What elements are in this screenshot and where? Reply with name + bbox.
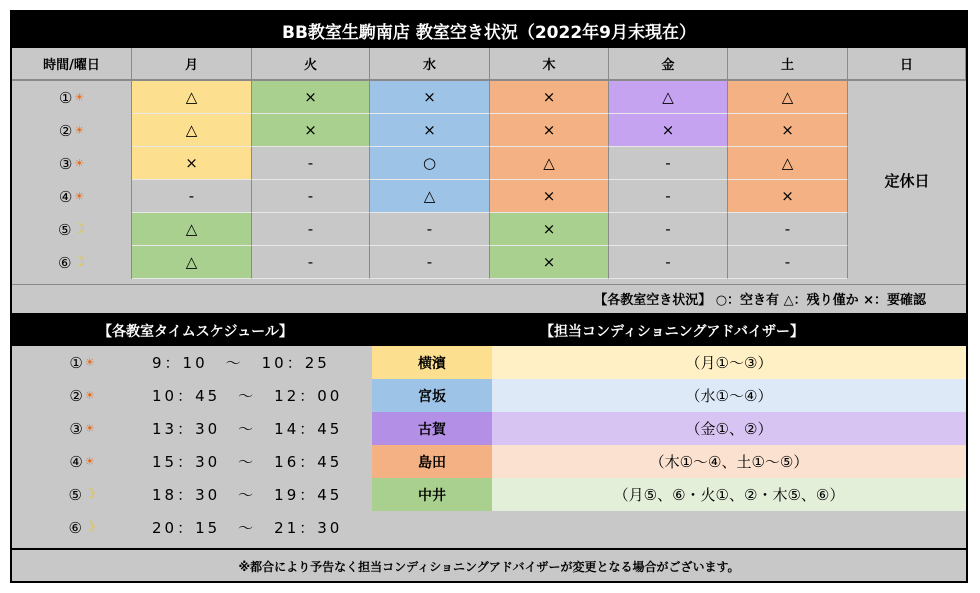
availability-cell: -	[252, 213, 370, 246]
slot-number: ⑤	[68, 485, 82, 504]
availability-cell: -	[728, 213, 848, 246]
slot-number: ①	[69, 353, 83, 372]
availability-cell: -	[370, 213, 490, 246]
schedule-slot	[52, 412, 112, 445]
availability-cell: -	[252, 147, 370, 180]
schedule-slot	[52, 445, 112, 478]
availability-cell: ×	[609, 114, 728, 147]
availability-cell: ×	[370, 81, 490, 114]
sun-icon: ☀	[74, 124, 85, 137]
schedule-slot	[52, 478, 112, 511]
availability-cell: △	[132, 114, 252, 147]
sun-icon: ☀	[74, 157, 85, 170]
sun-icon: ☀	[84, 455, 95, 468]
availability-cell: ×	[252, 81, 370, 114]
schedule-row	[12, 412, 966, 445]
advisor-assignment: （月⑤、⑥・火①、②・木⑤、⑥）	[492, 478, 966, 511]
advisor-title: 【担当コンディショニングアドバイザー】	[540, 324, 805, 340]
sun-icon: ☀	[74, 91, 85, 104]
availability-table	[12, 48, 966, 279]
schedule-row	[12, 379, 966, 412]
availability-cell: -	[609, 147, 728, 180]
availability-cell: ○	[370, 147, 490, 180]
advisor-name: 中井	[372, 478, 492, 511]
slot-label	[12, 246, 132, 279]
advisor-name: 古賀	[372, 412, 492, 445]
availability-cell: -	[609, 180, 728, 213]
advisor-assignment: （木①～④、土①～⑤）	[492, 445, 966, 478]
slot-number: ⑤	[57, 220, 72, 239]
advisor-name: 横濱	[372, 346, 492, 379]
availability-cell: △	[728, 147, 848, 180]
slot-number: ①	[58, 88, 73, 107]
availability-cell: △	[490, 147, 609, 180]
column-header: 火	[252, 48, 370, 81]
advisor-name: 宮坂	[372, 379, 492, 412]
slot-number: ⑥	[68, 518, 82, 537]
column-header: 土	[728, 48, 848, 81]
legend: 【各教室空き状況】 ○：空き有 △：残り僅か ×：要確認	[12, 284, 966, 312]
availability-cell: ×	[728, 180, 848, 213]
advisor-assignment: （金①、②）	[492, 412, 966, 445]
availability-sheet	[10, 10, 968, 583]
availability-cell: -	[609, 213, 728, 246]
slot-label	[12, 147, 132, 180]
availability-cell: ×	[370, 114, 490, 147]
schedule-slot	[52, 346, 112, 379]
sun-icon: ☀	[84, 356, 95, 369]
page-title: BB教室生駒南店 教室空き状況（2022年9月末現在）	[12, 12, 966, 48]
schedule-time: 15：30 ～ 16：45	[152, 453, 343, 471]
slot-label	[12, 213, 132, 246]
availability-cell: -	[132, 180, 252, 213]
availability-cell: ×	[490, 180, 609, 213]
footer-note: ※都合により予告なく担当コンディショニングアドバイザーが変更となる場合がございます。	[12, 548, 966, 583]
slot-number: ③	[58, 154, 73, 173]
slot-label	[12, 81, 132, 114]
schedule-time: 13：30 ～ 14：45	[152, 420, 343, 438]
availability-cell: -	[370, 246, 490, 279]
slot-number: ⑥	[57, 253, 72, 272]
slot-number: ②	[69, 386, 83, 405]
sun-icon: ☀	[84, 389, 95, 402]
schedule-time: 20：15 ～ 21：30	[152, 519, 343, 537]
column-header: 日	[848, 48, 966, 81]
advisor-assignment: （水①～④）	[492, 379, 966, 412]
availability-cell: ×	[490, 246, 609, 279]
availability-cell: △	[609, 81, 728, 114]
schedule-header-bar	[12, 313, 966, 346]
availability-cell: -	[609, 246, 728, 279]
holiday-cell: 定休日	[884, 171, 930, 190]
availability-cell: △	[728, 81, 848, 114]
slot-number: ③	[69, 419, 83, 438]
moon-icon: ☽	[83, 520, 96, 535]
sun-icon: ☀	[84, 422, 95, 435]
availability-cell: ×	[728, 114, 848, 147]
schedule-slot	[52, 511, 112, 544]
column-header: 水	[370, 48, 490, 81]
schedule-row	[12, 511, 966, 544]
schedule-title: 【各教室タイムスケジュール】	[98, 324, 293, 340]
availability-cell: △	[370, 180, 490, 213]
schedule-slot	[52, 379, 112, 412]
schedule-time: 9：10 ～ 10：25	[152, 354, 330, 372]
advisor-name: 島田	[372, 445, 492, 478]
column-header: 木	[490, 48, 609, 81]
schedule-row	[12, 478, 966, 511]
slot-label	[12, 180, 132, 213]
availability-cell: -	[252, 180, 370, 213]
slot-number: ②	[58, 121, 73, 140]
availability-cell: ×	[490, 213, 609, 246]
availability-cell: △	[132, 246, 252, 279]
moon-icon: ☽	[73, 222, 86, 237]
availability-cell: -	[252, 246, 370, 279]
advisor-assignment: （月①～③）	[492, 346, 966, 379]
schedule-row	[12, 445, 966, 478]
availability-cell: ×	[132, 147, 252, 180]
schedule-row	[12, 346, 966, 379]
availability-cell: -	[728, 246, 848, 279]
availability-cell: ×	[252, 114, 370, 147]
moon-icon: ☽	[73, 255, 86, 270]
availability-cell: △	[132, 81, 252, 114]
schedule-time: 18：30 ～ 19：45	[152, 486, 343, 504]
column-header: 金	[609, 48, 728, 81]
moon-icon: ☽	[83, 487, 96, 502]
slot-number: ④	[69, 452, 83, 471]
column-header: 月	[132, 48, 252, 81]
availability-cell: ×	[490, 114, 609, 147]
availability-cell: △	[132, 213, 252, 246]
slot-label	[12, 114, 132, 147]
schedule-time: 10：45 ～ 12：00	[152, 387, 343, 405]
slot-number: ④	[58, 187, 73, 206]
column-header: 時間/曜日	[12, 48, 132, 81]
availability-cell: ×	[490, 81, 609, 114]
sun-icon: ☀	[74, 190, 85, 203]
